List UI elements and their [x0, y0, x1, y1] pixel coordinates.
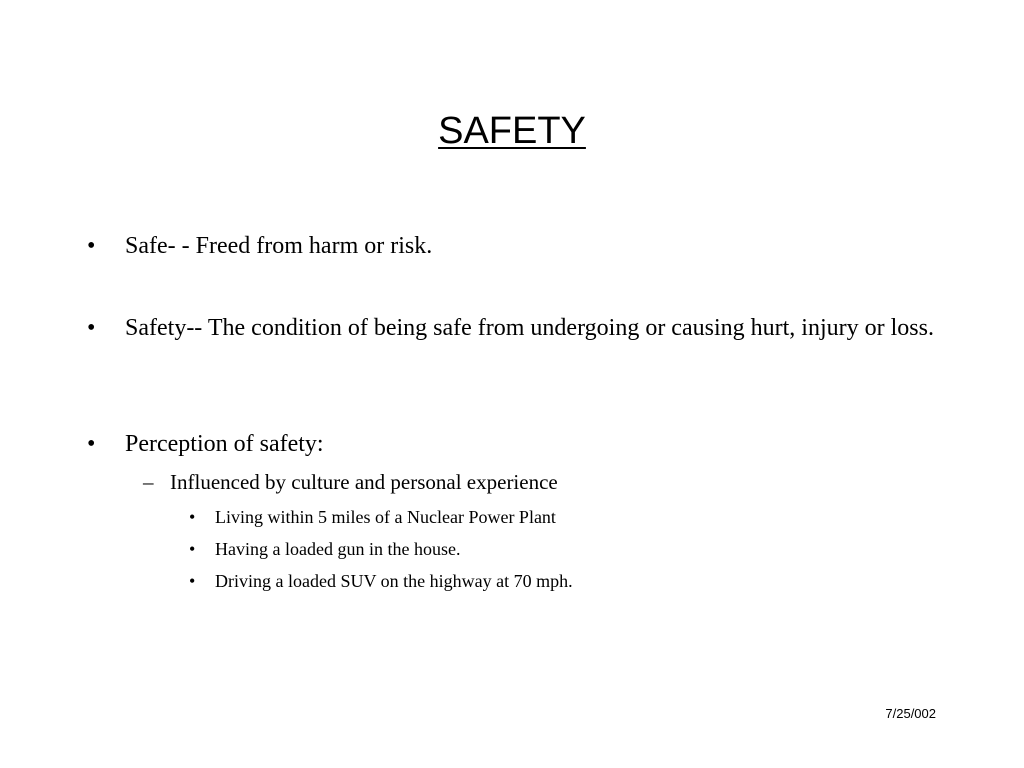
sub-sub-bullet-item: [189, 504, 935, 530]
sub-sub-bullet-text: Driving a loaded SUV on the highway at 70 mph.: [215, 571, 573, 591]
bullet-marker: •: [87, 431, 96, 457]
sub-bullet-item: [143, 467, 930, 497]
sub-sub-bullet-item: [189, 536, 935, 562]
bullet-text: Safe- - Freed from harm or risk.: [125, 233, 433, 259]
bullet-marker: •: [189, 539, 196, 559]
bullet-marker: •: [87, 233, 96, 259]
sub-bullet-text: Influenced by culture and personal experience: [170, 470, 558, 494]
slide-title: SAFETY: [438, 110, 586, 152]
footer-date: 7/25/002: [885, 706, 936, 721]
bullet-text: Perception of safety:: [125, 431, 324, 457]
sub-sub-bullet-text: Living within 5 miles of a Nuclear Power Plant: [215, 507, 556, 527]
sub-sub-bullet-text: Having a loaded gun in the house.: [215, 539, 461, 559]
bullet-item: [87, 427, 945, 461]
dash-marker: –: [143, 470, 154, 494]
bullet-marker: •: [189, 507, 196, 527]
sub-sub-bullet-item: [189, 568, 935, 594]
bullet-marker: •: [87, 315, 96, 341]
bullet-marker: •: [189, 571, 196, 591]
bullet-item: [87, 229, 945, 263]
bullet-text: Safety-- The condition of being safe from undergoing or causing hurt, injury or loss.: [125, 315, 934, 341]
bullet-item: [87, 311, 945, 345]
